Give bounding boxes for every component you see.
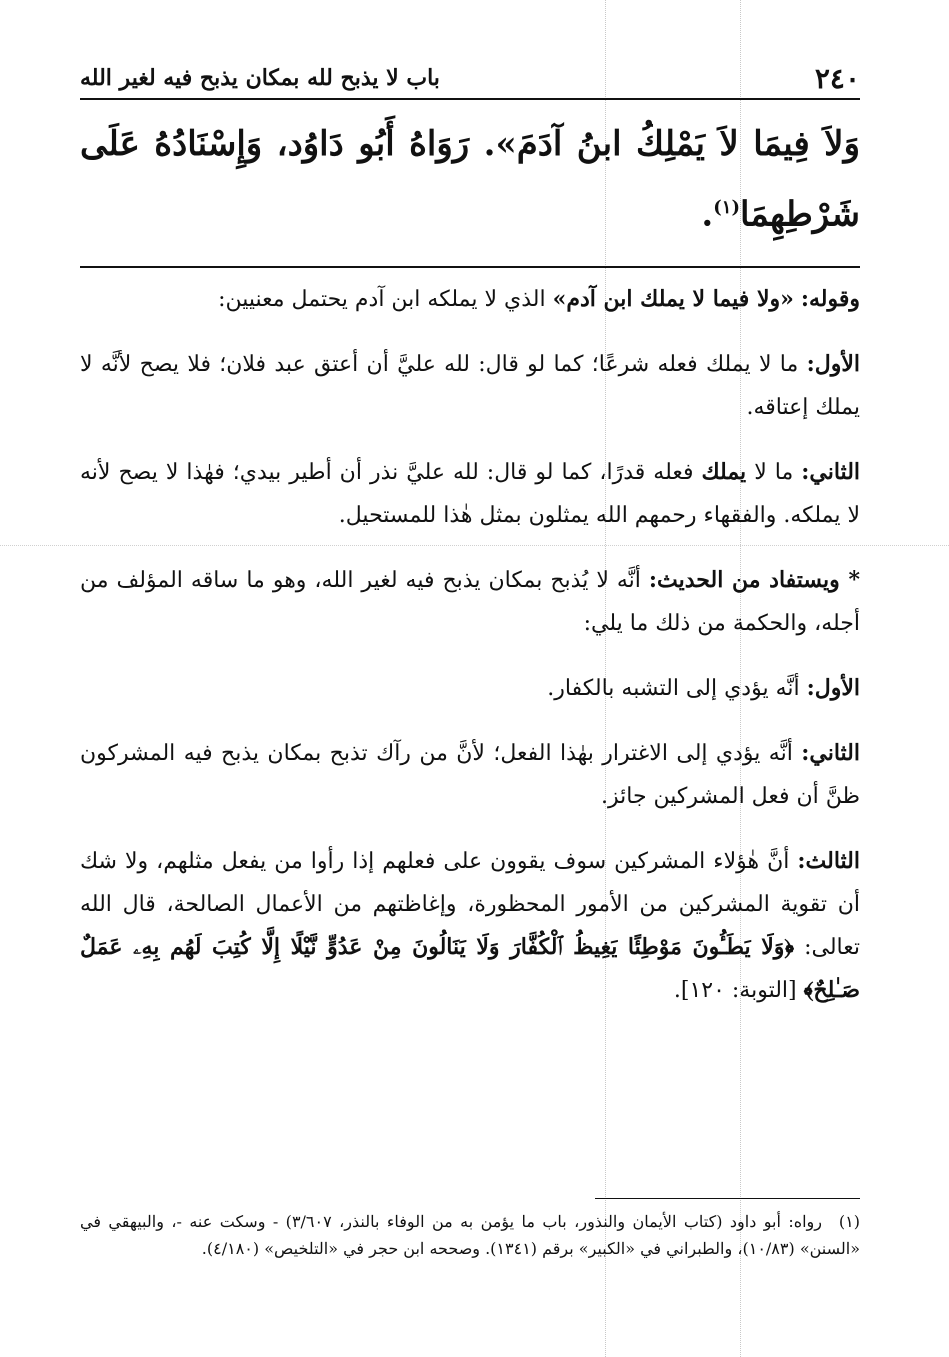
paragraph — [80, 559, 860, 645]
paragraph — [80, 451, 860, 537]
section-divider — [80, 266, 860, 268]
paragraph-text: أنَّه يؤدي إلى التشبه بالكفار. — [547, 676, 800, 701]
chapter-title: باب لا يذبح لله بمكان يذبح فيه لغير الله — [80, 65, 440, 91]
paragraph-lead: الثاني: — [801, 740, 860, 766]
hadith-body: وَلاَ فِيمَا لاَ يَمْلِكُ ابنُ آدَمَ». رَوَاهُ أَبُو دَاوُد، وَإِسْنَادُهُ عَلَى شَرْطِهِمَا — [80, 124, 860, 235]
paragraph-text: الذي لا يملكه ابن آدم يحتمل معنيين: — [218, 287, 546, 312]
paragraph-lead: وقوله: — [800, 286, 860, 312]
paragraph — [80, 343, 860, 429]
running-head — [80, 58, 860, 100]
footnote-number: (١) — [838, 1212, 861, 1231]
paragraph-lead: الثاني: — [801, 459, 861, 485]
paragraph-text: أنَّه لا يُذبح بمكان يذبح فيه لغير الله، وهو ما ساقه المؤلف من أجله، والحكمة من ذلك ما يلي: — [80, 568, 860, 636]
paragraph-lead: الثالث: — [797, 848, 860, 874]
paragraph — [80, 667, 860, 710]
paragraph — [80, 732, 860, 818]
paragraph — [80, 278, 860, 321]
page-number: ٢٤٠ — [814, 61, 860, 95]
paragraph-text: أنَّ هٰؤلاء المشركين سوف يقوون على فعلهم إذا رأوا من يفعل مثلهم، ولا شك أن تقوية المشركين من الأمور المحظورة، وإغاظتهم من الأعمال الصالحة، قال الله تعالى: — [80, 849, 860, 960]
paragraph-lead: الأول: — [806, 351, 860, 377]
quran-verse: ﴿وَلَا يَطَـُٔونَ مَوْطِئًا يَغِيظُ ٱلْكُفَّارَ وَلَا يَنَالُونَ مِنْ عَدُوٍّ نَّيْلًا إِلَّا كُتِبَ لَهُم بِهِۦ عَمَلٌ صَـٰلِحٌ﴾ — [80, 934, 860, 1003]
paragraph — [80, 840, 860, 1012]
quoted-phrase: «ولا فيما لا يملك ابن آدم» — [552, 286, 794, 312]
paragraph-text: ما لا يملك فعله شرعًا؛ كما لو قال: لله عليَّ أن أعتق عبد فلان؛ فلا يصح لأنَّه لا يملك إعتاقه. — [80, 352, 860, 420]
paragraph-text: أنَّه يؤدي إلى الاغترار بهٰذا الفعل؛ لأنَّ من رآك تذبح بمكان يذبح فيه المشركون ظنَّ أن فعل المشركين جائز. — [80, 741, 860, 809]
hadith-text — [80, 112, 860, 246]
footnote-text: رواه: أبو داود (كتاب الأيمان والنذور، باب ما يؤمن به من الوفاء بالنذر، ٣/٦٠٧) - وسكت عنه -، والبيهقي في «السنن» (١٠/٨٣)، والطبراني في «الكبير» برقم (١٣٤١). وصححه ابن حجر في «التلخيص» (٤/١٨٠). — [80, 1212, 860, 1258]
bold-word: يملك — [701, 459, 747, 485]
footnote-reference: (١) — [713, 197, 740, 218]
hadith-end: . — [701, 194, 714, 235]
verse-citation: [التوبة: ١٢٠]. — [673, 978, 797, 1003]
paragraph-text: ما لا — [754, 460, 794, 485]
footnote — [80, 1208, 860, 1262]
paragraph-lead: الأول: — [806, 675, 860, 701]
paragraph-text: فعله قدرًا، كما لو قال: لله عليَّ نذر أن أطير بيدي؛ فهٰذا لا يصح لأنه لا يملكه. والفقهاء رحمهم الله يمثلون بمثل هٰذا للمستحيل. — [80, 460, 860, 528]
commentary — [80, 278, 860, 1034]
footnote-divider — [595, 1198, 860, 1199]
paragraph-lead: * ويستفاد من الحديث: — [648, 567, 860, 593]
